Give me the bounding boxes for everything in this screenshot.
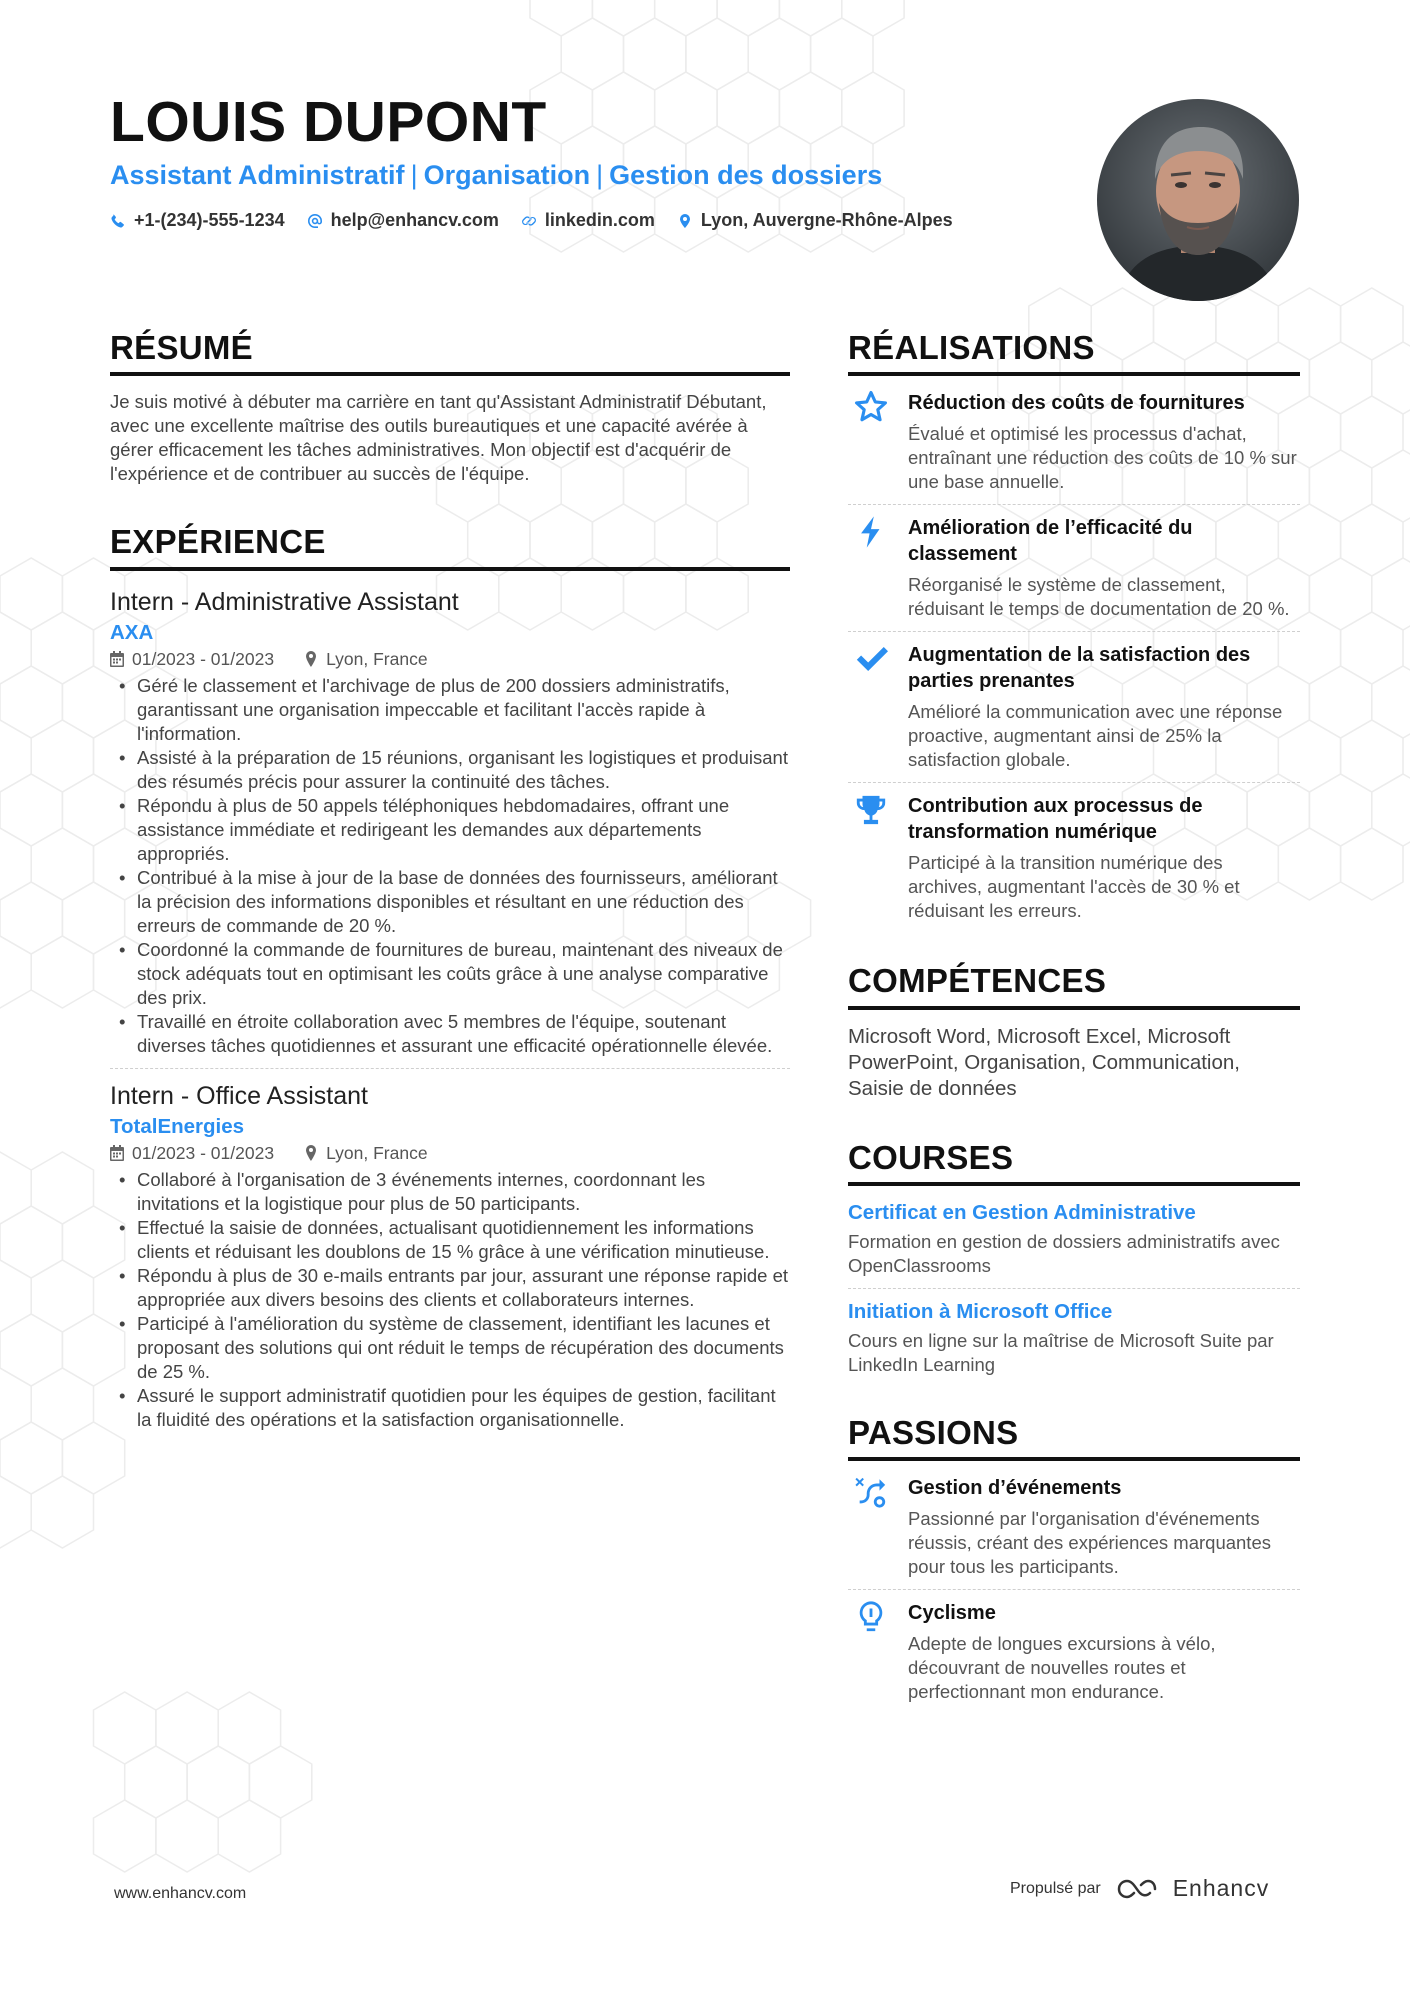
- achievement-desc: Évalué et optimisé les processus d'achat, entraînant une réduction des coûts de 10 % sur une base annuelle.: [908, 423, 1297, 493]
- passion-desc: Passionné par l'organisation d'événements réussis, créant des expériences marquantes pour tous les participants.: [908, 1508, 1271, 1578]
- job-bullet: • Effectué la saisie de données, actualisant quotidiennement les informations clients et réduisant les doublons de 15 % grâce à une vérification minutieuse.: [137, 1216, 790, 1264]
- divider: [848, 631, 1300, 632]
- headline-part: Assistant Administratif: [110, 160, 405, 190]
- powered-by-text: Propulsé par: [1010, 1879, 1101, 1897]
- job-role: Intern - Office Assistant: [110, 1081, 368, 1110]
- left-column: [110, 330, 790, 1432]
- profile-photo: [1097, 99, 1299, 301]
- passion-item: [848, 1600, 1300, 1704]
- achievement-item: [848, 390, 1300, 494]
- skills-heading: COMPÉTENCES: [848, 963, 1300, 1009]
- job-location: [304, 649, 428, 670]
- candidate-name: LOUIS DUPONT: [110, 90, 547, 154]
- contact-bar: [110, 210, 953, 231]
- course-item: [848, 1299, 1300, 1377]
- job-company: TotalEnergies: [110, 1114, 245, 1138]
- calendar-icon: [110, 1145, 124, 1161]
- achievements-heading: RÉALISATIONS: [848, 330, 1300, 376]
- job-role: Intern - Administrative Assistant: [110, 587, 459, 616]
- contact-linkedin[interactable]: [521, 210, 655, 231]
- email-text: help@enhancv.com: [330, 210, 499, 230]
- contact-email[interactable]: [307, 210, 499, 231]
- achievement-title: Réduction des coûts de fournitures: [908, 392, 1245, 415]
- achievement-item: [848, 515, 1300, 621]
- divider: [848, 1589, 1300, 1590]
- experience-heading: EXPÉRIENCE: [110, 524, 790, 570]
- job-dates: [110, 1143, 274, 1164]
- lightbulb-icon: [854, 1600, 888, 1634]
- course-desc: Cours en ligne sur la maîtrise de Microsoft Suite par LinkedIn Learning: [848, 1329, 1274, 1375]
- summary-text: Je suis motivé à débuter ma carrière en tant qu'Assistant Administratif Débutant, avec une excellente maîtrise des outils bureautiques et une capacité avérée à gérer efficacement les tâches administratives. Mon objectif est d'acquérir de l'expérience et de contribuer au succès de l'équipe.: [110, 391, 767, 485]
- phone-text: +1-(234)-555-1234: [134, 210, 285, 230]
- headline-part: Gestion des dossiers: [609, 160, 883, 190]
- experience-entry: [110, 585, 790, 1058]
- route-icon: [854, 1475, 888, 1509]
- achievement-title: Augmentation de la satisfaction des parties prenantes: [908, 644, 1251, 693]
- achievement-desc: Amélioré la communication avec une réponse proactive, augmentant ainsi de 25% la satisfaction globale.: [908, 701, 1283, 771]
- job-location-text: Lyon, France: [326, 1142, 428, 1163]
- headline: [110, 160, 882, 191]
- phone-icon: [110, 213, 126, 229]
- courses-heading: COURSES: [848, 1140, 1300, 1186]
- divider: [848, 504, 1300, 505]
- job-bullet: • Assisté à la préparation de 15 réunions, organisant les logistiques et produisant des résumés précis pour assurer la continuité des tâches.: [137, 746, 790, 794]
- job-location: [304, 1143, 428, 1164]
- contact-location: [677, 210, 953, 231]
- experience-entry: [110, 1079, 790, 1432]
- job-meta: [110, 1143, 790, 1164]
- achievement-title: Contribution aux processus de transformation numérique: [908, 795, 1203, 844]
- job-bullet: • Participé à l'amélioration du système de classement, identifiant les lacunes et proposant des solutions qui ont réduit le temps de récupération des documents de 25 %.: [137, 1312, 790, 1384]
- contact-phone[interactable]: [110, 210, 285, 231]
- headline-separator: |: [596, 160, 604, 190]
- location-text: Lyon, Auvergne-Rhône-Alpes: [700, 210, 953, 230]
- portrait-image: [1097, 99, 1299, 301]
- course-item: [848, 1200, 1300, 1278]
- summary-heading: RÉSUMÉ: [110, 330, 790, 376]
- headline-separator: |: [410, 160, 418, 190]
- star-icon: [854, 390, 888, 424]
- location-pin-icon: [304, 651, 318, 667]
- passion-item: [848, 1475, 1300, 1579]
- job-company: AXA: [110, 620, 154, 644]
- link-icon: [521, 213, 537, 229]
- job-bullet: • Répondu à plus de 30 e-mails entrants par jour, assurant une réponse rapide et appropriée aux divers besoins des clients et collaborateurs internes.: [137, 1264, 790, 1312]
- job-dates-text: 01/2023 - 01/2023: [132, 1142, 275, 1163]
- job-bullets: [110, 1168, 790, 1432]
- enhancv-logo-icon: [1115, 1876, 1159, 1902]
- brand-name: Enhancv: [1172, 1875, 1270, 1901]
- job-bullet: • Contribué à la mise à jour de la base de données des fournisseurs, améliorant la précision des informations disponibles et résultant en une réduction des erreurs de commande de 20 %.: [137, 866, 790, 938]
- job-bullet: • Assuré le support administratif quotidien pour les équipes de gestion, facilitant la fluidité des opérations et la satisfaction organisationnelle.: [137, 1384, 790, 1432]
- passion-title: Cyclisme: [908, 1602, 996, 1625]
- right-column: [848, 330, 1300, 1704]
- skills-text: Microsoft Word, Microsoft Excel, Microsoft PowerPoint, Organisation, Communication, Saisie de données: [848, 1024, 1240, 1100]
- at-icon: [307, 213, 323, 229]
- achievement-item: [848, 793, 1300, 923]
- job-location-text: Lyon, France: [326, 648, 428, 669]
- job-bullets: [110, 674, 790, 1058]
- achievement-desc: Participé à la transition numérique des archives, augmentant l'accès de 30 % et réduisant les erreurs.: [908, 852, 1240, 922]
- job-bullet: • Travaillé en étroite collaboration avec 5 membres de l'équipe, soutenant diverses tâches quotidiennes et assurant une efficacité opérationnelle élevée.: [137, 1010, 790, 1058]
- passions-heading: PASSIONS: [848, 1415, 1300, 1461]
- job-bullet: • Coordonné la commande de fournitures de bureau, maintenant des niveaux de stock adéquats tout en optimisant les coûts grâce à une analyse comparative des prix.: [137, 938, 790, 1010]
- course-title: Certificat en Gestion Administrative: [848, 1200, 1196, 1224]
- course-desc: Formation en gestion de dossiers administratifs avec OpenClassrooms: [848, 1230, 1280, 1276]
- job-bullet: • Géré le classement et l'archivage de plus de 200 dossiers administratifs, garantissant une organisation impeccable et facilitant l'accès rapide à l'information.: [137, 674, 790, 746]
- job-meta: [110, 649, 790, 670]
- achievement-title: Amélioration de l’efficacité du classement: [908, 517, 1193, 566]
- lightning-icon: [854, 515, 888, 549]
- divider: [848, 782, 1300, 783]
- job-bullet: • Répondu à plus de 50 appels téléphoniques hebdomadaires, offrant une assistance immédiate et redirigeant les demandes aux départements appropriés.: [137, 794, 790, 866]
- achievement-item: [848, 642, 1300, 772]
- job-dates-text: 01/2023 - 01/2023: [132, 648, 275, 669]
- job-bullet: • Collaboré à l'organisation de 3 événements internes, coordonnant les invitations et la logistique pour plus de 50 participants.: [137, 1168, 790, 1216]
- job-dates: [110, 649, 274, 670]
- trophy-icon: [854, 793, 888, 827]
- divider: [110, 1068, 790, 1069]
- footer-website[interactable]: www.enhancv.com: [114, 1885, 247, 1902]
- linkedin-text: linkedin.com: [544, 210, 655, 230]
- passion-desc: Adepte de longues excursions à vélo, découvrant de nouvelles routes et perfectionnant mon endurance.: [908, 1633, 1216, 1703]
- headline-part: Organisation: [423, 160, 591, 190]
- footer-branding: [1010, 1875, 1269, 1902]
- check-icon: [854, 642, 888, 676]
- location-pin-icon: [677, 213, 693, 229]
- divider: [848, 1288, 1300, 1289]
- course-title: Initiation à Microsoft Office: [848, 1299, 1113, 1323]
- location-pin-icon: [304, 1145, 318, 1161]
- passion-title: Gestion d’événements: [908, 1477, 1122, 1500]
- calendar-icon: [110, 651, 124, 667]
- achievement-desc: Réorganisé le système de classement, réduisant le temps de documentation de 20 %.: [908, 574, 1290, 620]
